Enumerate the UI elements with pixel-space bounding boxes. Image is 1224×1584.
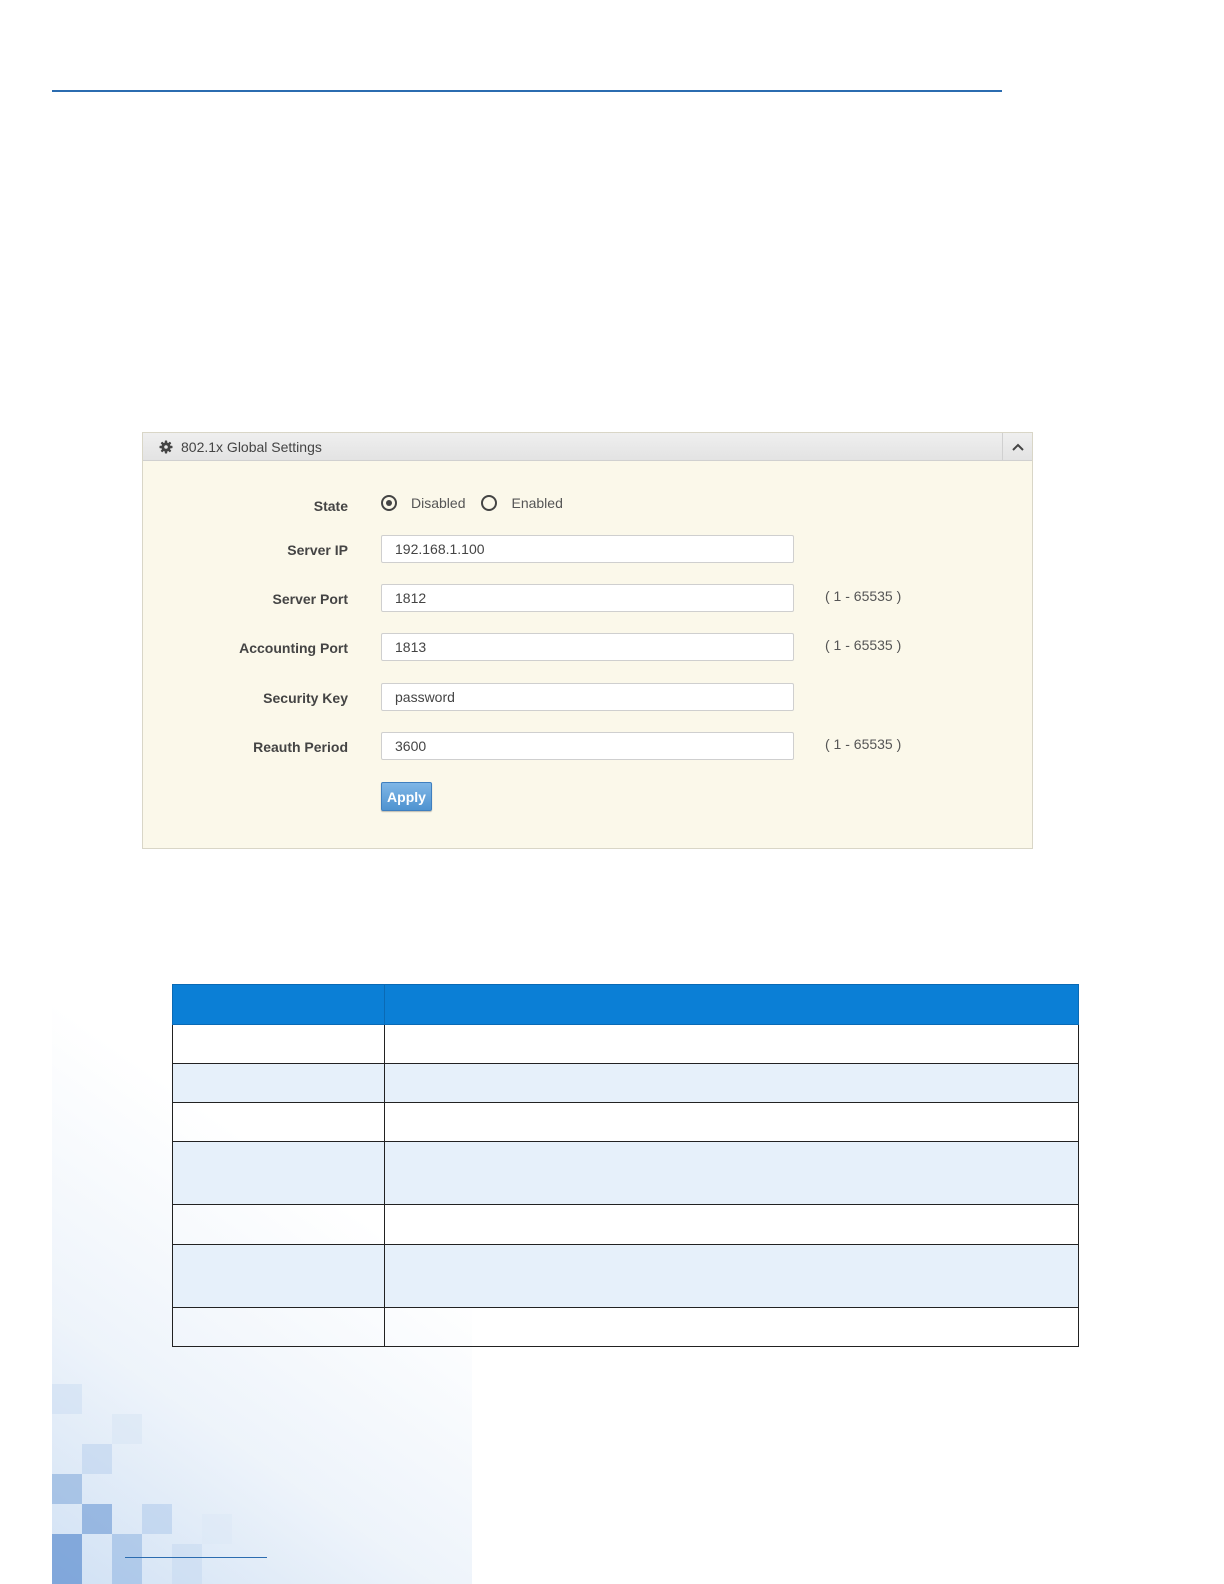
state-disabled-radio[interactable]	[381, 495, 397, 511]
table-header-cell	[385, 985, 1079, 1025]
state-radio-group	[381, 495, 579, 511]
table-header-cell	[173, 985, 385, 1025]
footer-rule	[125, 1557, 267, 1558]
security-key-label: Security Key	[263, 690, 348, 706]
table-header-row	[173, 985, 1079, 1025]
table-row	[173, 1064, 1079, 1103]
accounting-port-row	[143, 633, 1032, 663]
security-key-input[interactable]	[381, 683, 794, 711]
table-cell	[173, 1308, 385, 1347]
description-table	[172, 984, 1079, 1347]
table-cell	[385, 1205, 1079, 1245]
server-port-range: ( 1 - 65535 )	[825, 588, 902, 604]
accounting-port-range: ( 1 - 65535 )	[825, 637, 902, 653]
table-cell	[173, 1205, 385, 1245]
security-key-row	[143, 683, 1032, 713]
server-port-label: Server Port	[272, 591, 348, 607]
table-cell	[385, 1064, 1079, 1103]
table-cell	[385, 1025, 1079, 1064]
apply-button[interactable]: Apply	[381, 782, 432, 811]
table-row	[173, 1245, 1079, 1308]
collapse-button[interactable]	[1002, 433, 1032, 461]
panel-header[interactable]	[143, 433, 1032, 461]
state-enabled-label[interactable]: Enabled	[511, 495, 563, 511]
server-ip-row	[143, 535, 1032, 565]
reauth-period-input[interactable]	[381, 732, 794, 760]
table-row	[173, 1025, 1079, 1064]
server-ip-input[interactable]	[381, 535, 794, 563]
panel-title: 802.1x Global Settings	[181, 438, 322, 455]
state-disabled-label[interactable]: Disabled	[411, 495, 466, 511]
global-settings-panel	[142, 432, 1033, 849]
state-row	[143, 491, 1032, 521]
header-rule	[52, 90, 1002, 92]
table-cell	[173, 1142, 385, 1205]
table-cell	[173, 1064, 385, 1103]
server-port-row	[143, 584, 1032, 614]
table-cell	[173, 1025, 385, 1064]
table-cell	[385, 1308, 1079, 1347]
state-label: State	[313, 498, 348, 514]
chevron-up-icon	[1012, 438, 1024, 456]
server-port-input[interactable]	[381, 584, 794, 612]
gear-icon	[159, 440, 173, 454]
state-enabled-radio[interactable]	[481, 495, 497, 511]
reauth-period-row	[143, 732, 1032, 762]
reauth-period-label: Reauth Period	[253, 739, 348, 755]
table-cell	[173, 1103, 385, 1142]
table-row	[173, 1103, 1079, 1142]
table-row	[173, 1205, 1079, 1245]
table-cell	[173, 1245, 385, 1308]
table-row	[173, 1308, 1079, 1347]
accounting-port-label: Accounting Port	[239, 640, 348, 656]
reauth-period-range: ( 1 - 65535 )	[825, 736, 902, 752]
server-ip-label: Server IP	[287, 542, 348, 558]
accounting-port-input[interactable]	[381, 633, 794, 661]
table-cell	[385, 1103, 1079, 1142]
table-row	[173, 1142, 1079, 1205]
table-cell	[385, 1245, 1079, 1308]
table-cell	[385, 1142, 1079, 1205]
